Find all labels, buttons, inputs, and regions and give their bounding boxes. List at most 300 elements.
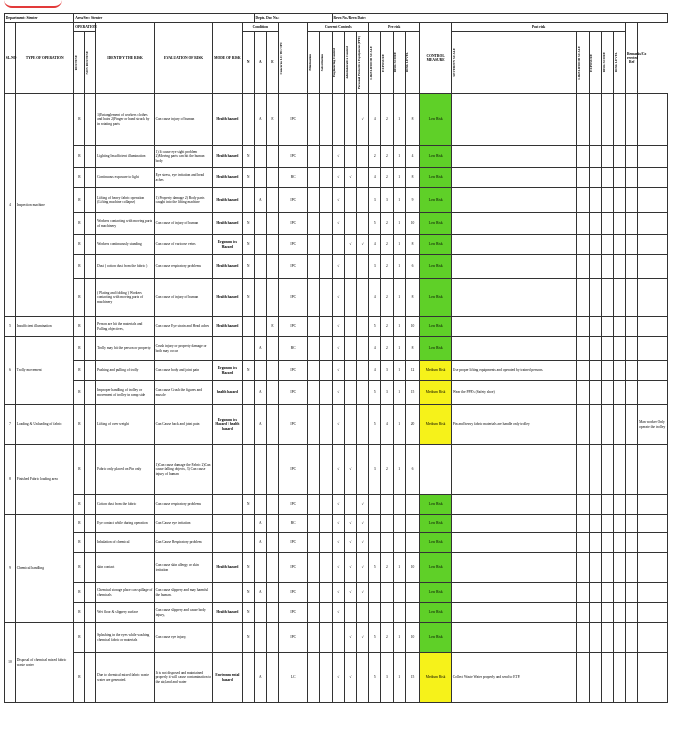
ppe-cell xyxy=(357,317,369,337)
post-risk-cell xyxy=(626,495,638,515)
risk-level-badge: Low Risk xyxy=(420,317,452,337)
severity-cell xyxy=(369,495,381,515)
post-risk-cell xyxy=(601,653,613,703)
post-risk-cell xyxy=(613,168,625,188)
post-risk-cell xyxy=(626,146,638,168)
condition-a-cell: A xyxy=(254,533,266,553)
post-risk-cell xyxy=(626,405,638,445)
exposure-cell: 1 xyxy=(393,623,405,653)
post-risk-cell xyxy=(613,623,625,653)
risk-identification-cell: Workers continuously standing xyxy=(96,235,154,255)
severity-cell: 5 xyxy=(369,553,381,583)
table-row xyxy=(5,255,668,279)
risk-score-cell: 20 xyxy=(405,405,420,445)
routine-cell: R xyxy=(74,94,85,146)
remarks-cell xyxy=(638,381,668,405)
elimination-cell xyxy=(308,317,320,337)
post-risk-cell xyxy=(589,94,601,146)
condition-a-cell xyxy=(254,146,266,168)
substitution-cell xyxy=(320,337,332,361)
administrative-cell xyxy=(344,255,356,279)
condition-n-cell: N xyxy=(242,603,254,623)
col-elimination: Elimination xyxy=(308,32,320,94)
likelihood-cell: 2 xyxy=(381,213,393,235)
condition-a-cell: A xyxy=(254,94,266,146)
administrative-cell xyxy=(344,317,356,337)
risk-identification-cell: Eye contact while during operation xyxy=(96,515,154,533)
likelihood-cell: 3 xyxy=(381,653,393,703)
col-concerns: Concerns LC/ BC/ IPC xyxy=(279,23,308,94)
ppe-cell xyxy=(357,255,369,279)
exposure-cell: 1 xyxy=(393,381,405,405)
routine-cell: R xyxy=(74,533,85,553)
engineering-cell: √ xyxy=(332,146,344,168)
routine-cell: R xyxy=(74,188,85,213)
post-risk-cell xyxy=(589,533,601,553)
post-risk-cell xyxy=(601,94,613,146)
severity-cell xyxy=(369,515,381,533)
table-row xyxy=(5,533,668,553)
routine-cell: R xyxy=(74,279,85,317)
risk-evaluation-cell: 1) It cause eye sight problem 2)Moving parts can hit the human body xyxy=(154,146,212,168)
exposure-cell: 1 xyxy=(393,168,405,188)
risk-mode-cell: Health hazard xyxy=(213,603,242,623)
engineering-cell xyxy=(332,94,344,146)
engineering-cell: √ xyxy=(332,533,344,553)
ppe-cell xyxy=(357,381,369,405)
risk-score-cell: 8 xyxy=(405,279,420,317)
col-n: N xyxy=(242,32,254,94)
col-post-score: RISK SCORE xyxy=(601,32,613,94)
col-sno: SL.NO xyxy=(5,23,16,94)
control-measure-cell xyxy=(451,603,576,623)
post-risk-cell xyxy=(577,94,589,146)
routine-cell: R xyxy=(74,381,85,405)
likelihood-cell: 2 xyxy=(381,623,393,653)
severity-cell: 5 xyxy=(369,317,381,337)
administrative-cell xyxy=(344,279,356,317)
post-risk-cell xyxy=(601,317,613,337)
risk-score-cell: 4 xyxy=(405,146,420,168)
routine-cell: R xyxy=(74,235,85,255)
table-row xyxy=(5,337,668,361)
ppe-cell: √ xyxy=(357,583,369,603)
risk-mode-cell: Health hazard xyxy=(213,146,242,168)
post-risk-cell xyxy=(626,168,638,188)
substitution-cell xyxy=(320,603,332,623)
concern-cell: IPC xyxy=(279,495,308,515)
condition-e-cell xyxy=(266,188,278,213)
non-routine-cell xyxy=(85,168,96,188)
ppe-cell xyxy=(357,279,369,317)
post-risk-cell xyxy=(577,188,589,213)
non-routine-cell xyxy=(85,337,96,361)
post-risk-cell xyxy=(613,515,625,533)
risk-identification-cell: Lighting Insufficient illumination xyxy=(96,146,154,168)
risk-mode-cell: Ergonom ics Hazard xyxy=(213,235,242,255)
post-risk-cell xyxy=(626,381,638,405)
risk-level-badge: Low Risk xyxy=(420,279,452,317)
post-risk-cell xyxy=(626,317,638,337)
control-measure-cell xyxy=(451,213,576,235)
table-row xyxy=(5,445,668,495)
risk-evaluation-cell: Can cause of injury of human xyxy=(154,279,212,317)
condition-n-cell: N xyxy=(242,623,254,653)
control-measure-cell xyxy=(451,553,576,583)
post-risk-cell xyxy=(577,405,589,445)
routine-cell: R xyxy=(74,337,85,361)
severity-cell: 4 xyxy=(369,235,381,255)
col-post-likelihood: LIKELIHOOD SCALE xyxy=(577,32,589,94)
condition-a-cell xyxy=(254,168,266,188)
risk-level-badge: Low Risk xyxy=(420,495,452,515)
risk-evaluation-cell: Can cause injury of human xyxy=(154,94,212,146)
non-routine-cell xyxy=(85,533,96,553)
col-remarks: Remarks/Co rrected Ref xyxy=(626,23,638,94)
risk-mode-cell: Health hazard xyxy=(213,317,242,337)
ppe-cell xyxy=(357,146,369,168)
severity-cell: 2 xyxy=(369,146,381,168)
remarks-cell xyxy=(638,533,668,553)
condition-a-cell xyxy=(254,495,266,515)
risk-identification-cell: Fabric only placed on Pin only xyxy=(96,445,154,495)
table-row xyxy=(5,279,668,317)
risk-mode-cell xyxy=(213,337,242,361)
sno-cell: 5 xyxy=(5,317,16,337)
sno-cell: 9 xyxy=(5,515,16,623)
condition-e-cell xyxy=(266,381,278,405)
risk-mode-cell: Health hazard xyxy=(213,279,242,317)
post-risk-cell xyxy=(589,235,601,255)
substitution-cell xyxy=(320,168,332,188)
control-measure-cell: Use proper lifting equipments and operated by trained persons. xyxy=(451,361,576,381)
risk-score-cell: 6 xyxy=(405,445,420,495)
risk-score-cell: 6 xyxy=(405,255,420,279)
likelihood-cell: 2 xyxy=(381,279,393,317)
col-score: RISK SCORE xyxy=(393,32,405,94)
risk-level-badge: Low Risk xyxy=(420,94,452,146)
severity-cell: 4 xyxy=(369,168,381,188)
col-admin: Administrative Control xyxy=(344,32,356,94)
substitution-cell xyxy=(320,213,332,235)
likelihood-cell: 2 xyxy=(381,255,393,279)
ppe-cell: √ xyxy=(357,623,369,653)
concern-cell: IPC xyxy=(279,553,308,583)
risk-level-badge: Low Risk xyxy=(420,337,452,361)
col-likelihood: LIKELIHOOD SCALE xyxy=(369,32,381,94)
condition-e-cell xyxy=(266,583,278,603)
risk-identification-cell: ( Plating and folding ) Workers contacting with moving parts of machinery xyxy=(96,279,154,317)
elimination-cell xyxy=(308,94,320,146)
condition-e-cell xyxy=(266,337,278,361)
control-measure-cell xyxy=(451,337,576,361)
non-routine-cell xyxy=(85,361,96,381)
concern-cell: BC xyxy=(279,515,308,533)
concern-cell: IPC xyxy=(279,533,308,553)
elimination-cell xyxy=(308,188,320,213)
col-substitution: Substitution xyxy=(320,32,332,94)
likelihood-cell: 2 xyxy=(381,168,393,188)
condition-n-cell: N xyxy=(242,583,254,603)
risk-evaluation-cell: Can cause respiratory problems xyxy=(154,495,212,515)
concern-cell: IPC xyxy=(279,623,308,653)
concern-cell: BC xyxy=(279,337,308,361)
control-measure-cell xyxy=(451,533,576,553)
risk-score-cell xyxy=(405,515,420,533)
engineering-cell: √ xyxy=(332,279,344,317)
post-risk-cell xyxy=(577,255,589,279)
condition-e-cell xyxy=(266,533,278,553)
col-identify: IDENTIFY THE RISK xyxy=(96,23,154,94)
administrative-cell: √ xyxy=(344,653,356,703)
substitution-cell xyxy=(320,445,332,495)
administrative-cell xyxy=(344,405,356,445)
post-risk-cell xyxy=(613,337,625,361)
post-risk-cell xyxy=(626,533,638,553)
exposure-cell: 1 xyxy=(393,553,405,583)
administrative-cell: √ xyxy=(344,553,356,583)
concern-cell: IPC xyxy=(279,188,308,213)
post-risk-cell xyxy=(601,213,613,235)
exposure-cell: 1 xyxy=(393,337,405,361)
risk-score-cell: 9 xyxy=(405,188,420,213)
exposure-cell: 1 xyxy=(393,213,405,235)
post-risk-cell xyxy=(626,653,638,703)
concern-cell: IPC xyxy=(279,405,308,445)
ppe-cell: √ xyxy=(357,515,369,533)
risk-level-badge: Low Risk xyxy=(420,583,452,603)
exposure-cell xyxy=(393,583,405,603)
remarks-cell xyxy=(638,337,668,361)
risk-score-cell xyxy=(405,583,420,603)
risk-evaluation-cell: 1)Can cause damage the Fabric 2)Can cause falling objects, 3) Can cause injury of human xyxy=(154,445,212,495)
elimination-cell xyxy=(308,623,320,653)
post-risk-cell xyxy=(589,603,601,623)
post-risk-cell xyxy=(626,279,638,317)
operation-type-cell: Chemical handling xyxy=(15,515,73,623)
post-risk-cell xyxy=(601,235,613,255)
condition-e-cell xyxy=(266,603,278,623)
condition-n-cell xyxy=(242,653,254,703)
substitution-cell xyxy=(320,94,332,146)
post-risk-cell xyxy=(589,188,601,213)
col-post-risk: Post risk xyxy=(451,23,625,32)
substitution-cell xyxy=(320,146,332,168)
risk-identification-cell: Trolly may hit the person or property. xyxy=(96,337,154,361)
post-risk-cell xyxy=(613,653,625,703)
post-risk-cell xyxy=(613,533,625,553)
administrative-cell xyxy=(344,603,356,623)
likelihood-cell xyxy=(381,603,393,623)
concern-cell: IPC xyxy=(279,255,308,279)
department-label: Department: Stenter xyxy=(5,14,74,23)
col-current-controls: Current Controls xyxy=(308,23,369,32)
ppe-cell xyxy=(357,168,369,188)
table-row xyxy=(5,623,668,653)
remarks-cell xyxy=(638,361,668,381)
condition-n-cell: N xyxy=(242,255,254,279)
engineering-cell: √ xyxy=(332,445,344,495)
operation-type-cell: Trolly movement xyxy=(15,337,73,405)
engineering-cell: √ xyxy=(332,553,344,583)
col-engineering: Engineering Control xyxy=(332,32,344,94)
risk-identification-cell: Inhalation of chemical xyxy=(96,533,154,553)
severity-cell xyxy=(369,533,381,553)
risk-score-cell: 8 xyxy=(405,235,420,255)
condition-e-cell xyxy=(266,445,278,495)
table-row xyxy=(5,94,668,146)
exposure-cell: 1 xyxy=(393,188,405,213)
condition-n-cell: N xyxy=(242,279,254,317)
risk-score-cell: 12 xyxy=(405,361,420,381)
risk-mode-cell: Environm ental hazard xyxy=(213,653,242,703)
non-routine-cell xyxy=(85,445,96,495)
risk-evaluation-cell: Can cause respiratory problems xyxy=(154,255,212,279)
administrative-cell xyxy=(344,146,356,168)
post-risk-cell xyxy=(626,603,638,623)
elimination-cell xyxy=(308,235,320,255)
engineering-cell: √ xyxy=(332,583,344,603)
rev-no-label: Revn No./Revn Date: xyxy=(332,14,667,23)
risk-mode-cell: Ergonom ics Hazard \ health hazard xyxy=(213,405,242,445)
risk-level-badge: Low Risk xyxy=(420,188,452,213)
table-row xyxy=(5,381,668,405)
concern-cell: BC xyxy=(279,168,308,188)
post-risk-cell xyxy=(577,515,589,533)
operation-type-cell: Disposal of chemical mixed fabric waste water xyxy=(15,623,73,703)
table-row xyxy=(5,515,668,533)
ppe-cell xyxy=(357,337,369,361)
col-level: RISK LEVEL xyxy=(405,32,420,94)
post-risk-cell xyxy=(601,255,613,279)
condition-a-cell xyxy=(254,235,266,255)
post-risk-cell xyxy=(601,445,613,495)
engineering-cell: √ xyxy=(332,213,344,235)
sno-cell: 8 xyxy=(5,445,16,515)
routine-cell: R xyxy=(74,445,85,495)
severity-cell: 3 xyxy=(369,445,381,495)
risk-evaluation-cell: Can Cause back and joint pain xyxy=(154,405,212,445)
remarks-cell xyxy=(638,168,668,188)
administrative-cell: √ xyxy=(344,583,356,603)
substitution-cell xyxy=(320,361,332,381)
routine-cell: R xyxy=(74,495,85,515)
risk-level-badge: Low Risk xyxy=(420,255,452,279)
ppe-cell xyxy=(357,361,369,381)
routine-cell: R xyxy=(74,317,85,337)
condition-a-cell xyxy=(254,361,266,381)
risk-level-badge xyxy=(420,445,452,495)
engineering-cell: √ xyxy=(332,255,344,279)
elimination-cell xyxy=(308,146,320,168)
risk-identification-cell: Wet floor & slippery surface xyxy=(96,603,154,623)
risk-score-cell: 8 xyxy=(405,94,420,146)
remarks-cell xyxy=(638,188,668,213)
risk-mode-cell xyxy=(213,495,242,515)
table-body xyxy=(5,94,668,703)
likelihood-cell: 3 xyxy=(381,361,393,381)
condition-a-cell xyxy=(254,279,266,317)
condition-e-cell xyxy=(266,168,278,188)
severity-cell: 4 xyxy=(369,279,381,317)
post-risk-cell xyxy=(626,235,638,255)
post-risk-cell xyxy=(589,317,601,337)
risk-score-cell: 10 xyxy=(405,553,420,583)
control-measure-cell: Pin and heavy fabric materials are handle only trolley xyxy=(451,405,576,445)
risk-evaluation-cell: It is not disposed and maintained properly it will cause contamination to the air,land and water xyxy=(154,653,212,703)
exposure-cell xyxy=(393,603,405,623)
risk-level-badge: Low Risk xyxy=(420,235,452,255)
risk-identification-cell: Pushing and pulling of trolly xyxy=(96,361,154,381)
post-risk-cell xyxy=(601,495,613,515)
elimination-cell xyxy=(308,583,320,603)
condition-n-cell xyxy=(242,405,254,445)
condition-a-cell: A xyxy=(254,405,266,445)
post-risk-cell xyxy=(589,146,601,168)
severity-cell: 5 xyxy=(369,653,381,703)
ppe-cell: √ xyxy=(357,495,369,515)
risk-level-badge: Medium Risk xyxy=(420,381,452,405)
post-risk-cell xyxy=(613,445,625,495)
risk-mode-cell: Health hazard xyxy=(213,255,242,279)
ppe-cell xyxy=(357,213,369,235)
risk-evaluation-cell: Can Cause eye irritation xyxy=(154,515,212,533)
substitution-cell xyxy=(320,653,332,703)
table-row xyxy=(5,168,668,188)
condition-n-cell: N xyxy=(242,213,254,235)
post-risk-cell xyxy=(613,495,625,515)
control-measure-cell xyxy=(451,445,576,495)
risk-evaluation-cell: Can cause Eye strain and Head aches xyxy=(154,317,212,337)
concern-cell: IPC xyxy=(279,603,308,623)
post-risk-cell xyxy=(589,213,601,235)
likelihood-cell: 2 xyxy=(381,337,393,361)
non-routine-cell xyxy=(85,279,96,317)
risk-identification-cell: Due to chemical mixed fabric waste water are generated. xyxy=(96,653,154,703)
likelihood-cell xyxy=(381,515,393,533)
elimination-cell xyxy=(308,515,320,533)
post-risk-cell xyxy=(613,405,625,445)
substitution-cell xyxy=(320,583,332,603)
risk-mode-cell: Health hazard xyxy=(213,94,242,146)
risk-identification-cell: Dust ( cotton dust from the fabric ) xyxy=(96,255,154,279)
risk-level-badge: Medium Risk xyxy=(420,405,452,445)
table-row xyxy=(5,317,668,337)
col-non-routine: NON ROUTINE xyxy=(85,32,96,94)
risk-level-badge: Low Risk xyxy=(420,603,452,623)
condition-a-cell: A xyxy=(254,188,266,213)
post-risk-cell xyxy=(577,603,589,623)
operation-type-cell: Insufficient illumination xyxy=(15,317,73,337)
condition-a-cell xyxy=(254,623,266,653)
likelihood-cell xyxy=(381,583,393,603)
risk-level-badge: Low Risk xyxy=(420,146,452,168)
remarks-cell xyxy=(638,603,668,623)
control-measure-cell xyxy=(451,168,576,188)
risk-score-cell: 10 xyxy=(405,317,420,337)
post-risk-cell xyxy=(601,603,613,623)
engineering-cell: √ xyxy=(332,188,344,213)
administrative-cell xyxy=(344,94,356,146)
risk-mode-cell xyxy=(213,623,242,653)
exposure-cell: 1 xyxy=(393,445,405,495)
post-risk-cell xyxy=(601,553,613,583)
condition-e-cell xyxy=(266,405,278,445)
risk-level-badge: Medium Risk xyxy=(420,653,452,703)
routine-cell: R xyxy=(74,623,85,653)
post-risk-cell xyxy=(601,533,613,553)
substitution-cell xyxy=(320,279,332,317)
